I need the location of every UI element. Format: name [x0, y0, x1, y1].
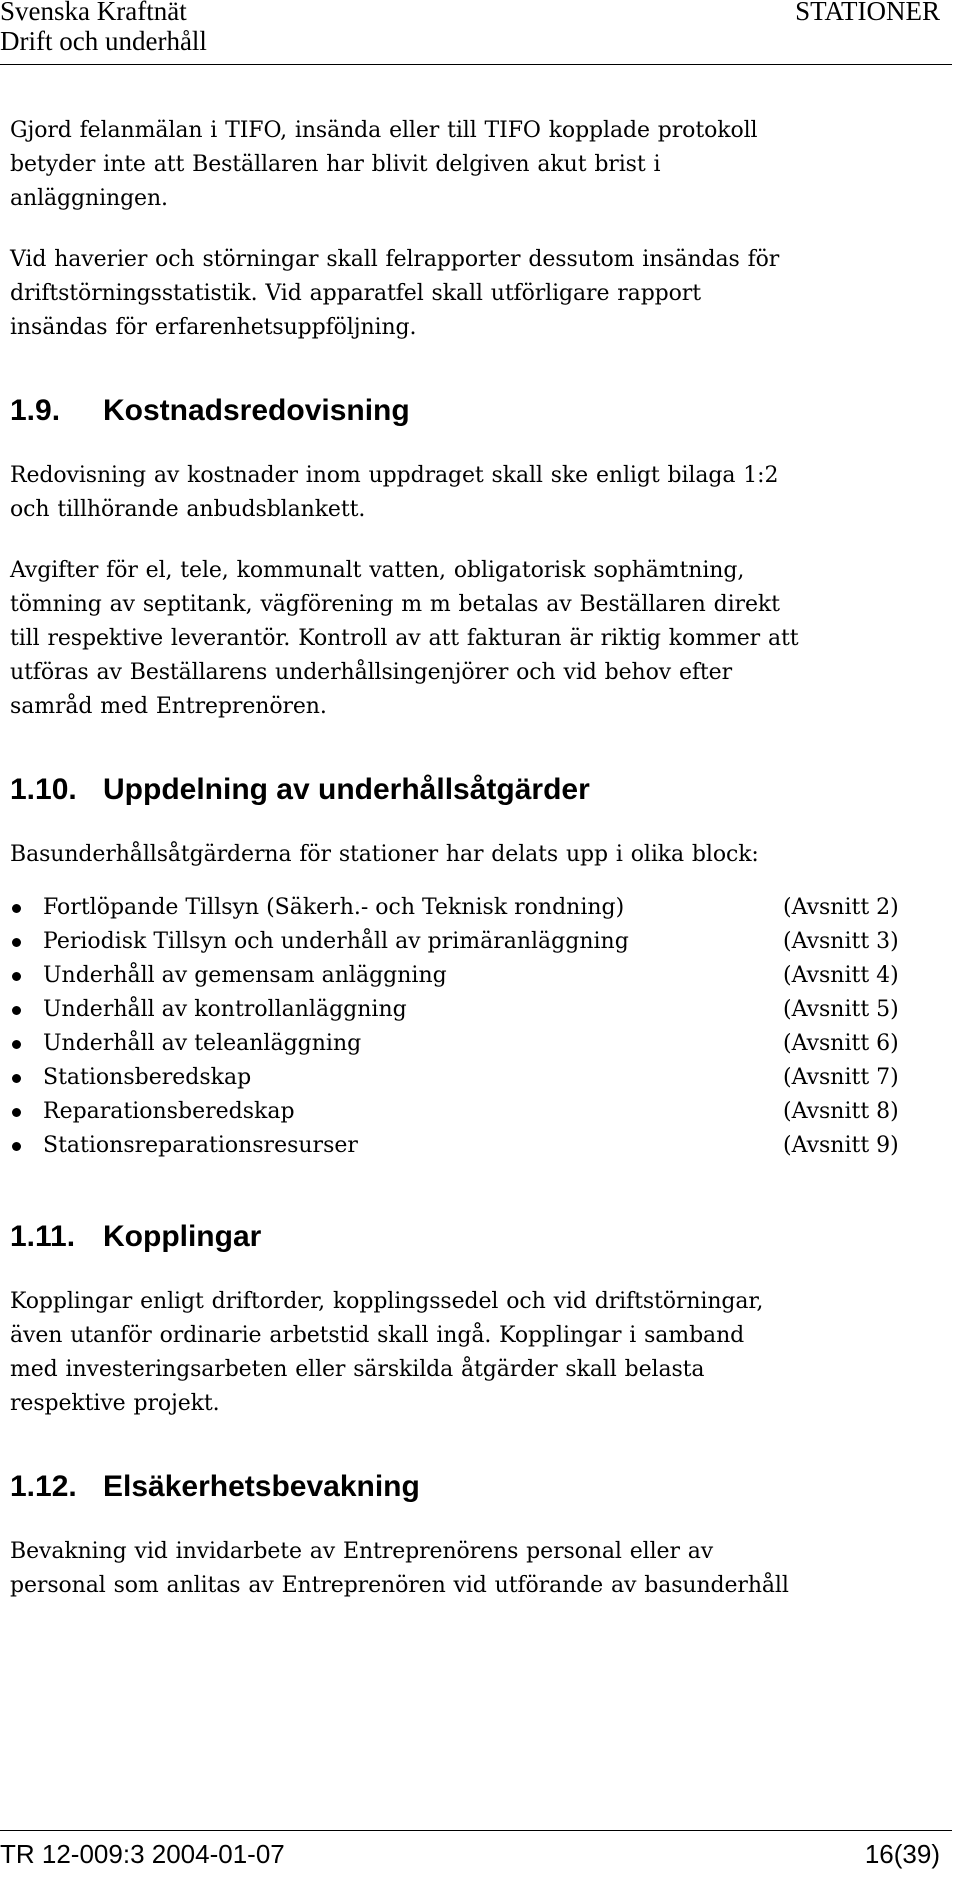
intro-paragraph-2: Vid haverier och störningar skall felrapporter dessutom insändas för driftstörningsstatistik. Vid apparatfel skall utförligare rapport insändas för erfarenhetsuppföljning. [10, 247, 780, 340]
intro-paragraph-1: Gjord felanmälan i TIFO, insända eller till TIFO kopplade protokoll betyder inte att Beställaren har blivit delgiven akut brist i anläggningen. [10, 118, 758, 211]
section-number: 1.12. [10, 1470, 77, 1503]
section-title: Kopplingar [103, 1220, 262, 1253]
list-item: Stationsberedskap (Avsnitt 7) [10, 1061, 940, 1095]
section-heading-1-9 [10, 391, 940, 431]
section-1-12-paragraph-1: Bevakning vid invidarbete av Entreprenörens personal eller av personal som anlitas av Entreprenören vid utförande av basunderhåll [10, 1539, 789, 1598]
document-title: STATIONER [795, 0, 940, 26]
section-number: 1.10. [10, 773, 77, 806]
page-header [0, 0, 952, 65]
section-number: 1.9. [10, 394, 61, 427]
list-item: Underhåll av teleanläggning (Avsnitt 6) [10, 1027, 940, 1061]
bullet-icon [12, 972, 21, 981]
bullet-icon [12, 1108, 21, 1117]
section-title: Kostnadsredovisning [103, 394, 410, 427]
bullet-icon [12, 904, 21, 913]
list-item: Underhåll av kontrollanläggning (Avsnitt 5) [10, 993, 940, 1027]
document-body [10, 114, 940, 1603]
section-title: Elsäkerhetsbevakning [103, 1470, 420, 1503]
bullet-icon [12, 1142, 21, 1151]
bullet-icon [12, 1074, 21, 1083]
list-item: Fortlöpande Tillsyn (Säkerh.- och Teknisk rondning) (Avsnitt 2) [10, 891, 940, 925]
section-title: Uppdelning av underhållsåtgärder [103, 773, 590, 806]
section-1-9-paragraph-2: Avgifter för el, tele, kommunalt vatten, obligatorisk sophämtning, tömning av septitank, vägförening m m betalas av Beställaren direkt till respektive leverantör. Kontroll av att fakturan är riktig kommer att utföras av Beställarens underhållsingenjörer och vid behov efter samråd med Entreprenören. [10, 558, 799, 719]
bullet-icon [12, 938, 21, 947]
maintenance-block-list [10, 891, 940, 1163]
document-reference: TR 12-009:3 2004-01-07 [0, 1839, 285, 1869]
list-item: Periodisk Tillsyn och underhåll av primäranläggning (Avsnitt 3) [10, 925, 940, 959]
list-item: Stationsreparationsresurser (Avsnitt 9) [10, 1129, 940, 1163]
page-footer [0, 1830, 952, 1877]
section-heading-1-10 [10, 770, 940, 810]
list-item: Underhåll av gemensam anläggning (Avsnitt 4) [10, 959, 940, 993]
bullet-icon [12, 1006, 21, 1015]
section-1-10-intro: Basunderhållsåtgärderna för stationer har delats upp i olika block: [10, 842, 759, 867]
page-number: 16(39) [864, 1839, 940, 1869]
section-1-11-paragraph-1: Kopplingar enligt driftorder, kopplingssedel och vid driftstörningar, även utanför ordinarie arbetstid skall ingå. Kopplingar i samband med investeringsarbeten eller särskilda åtgärder skall belasta respektive projekt. [10, 1289, 764, 1416]
list-item: Reparationsberedskap (Avsnitt 8) [10, 1095, 940, 1129]
organization-name: Svenska Kraftnät [0, 0, 187, 26]
section-1-9-paragraph-1: Redovisning av kostnader inom uppdraget skall ske enligt bilaga 1:2 och tillhörande anbudsblankett. [10, 463, 779, 522]
department-name: Drift och underhåll [0, 26, 207, 56]
bullet-icon [12, 1040, 21, 1049]
section-number: 1.11. [10, 1220, 76, 1253]
section-heading-1-11 [10, 1217, 940, 1257]
section-heading-1-12 [10, 1467, 940, 1507]
